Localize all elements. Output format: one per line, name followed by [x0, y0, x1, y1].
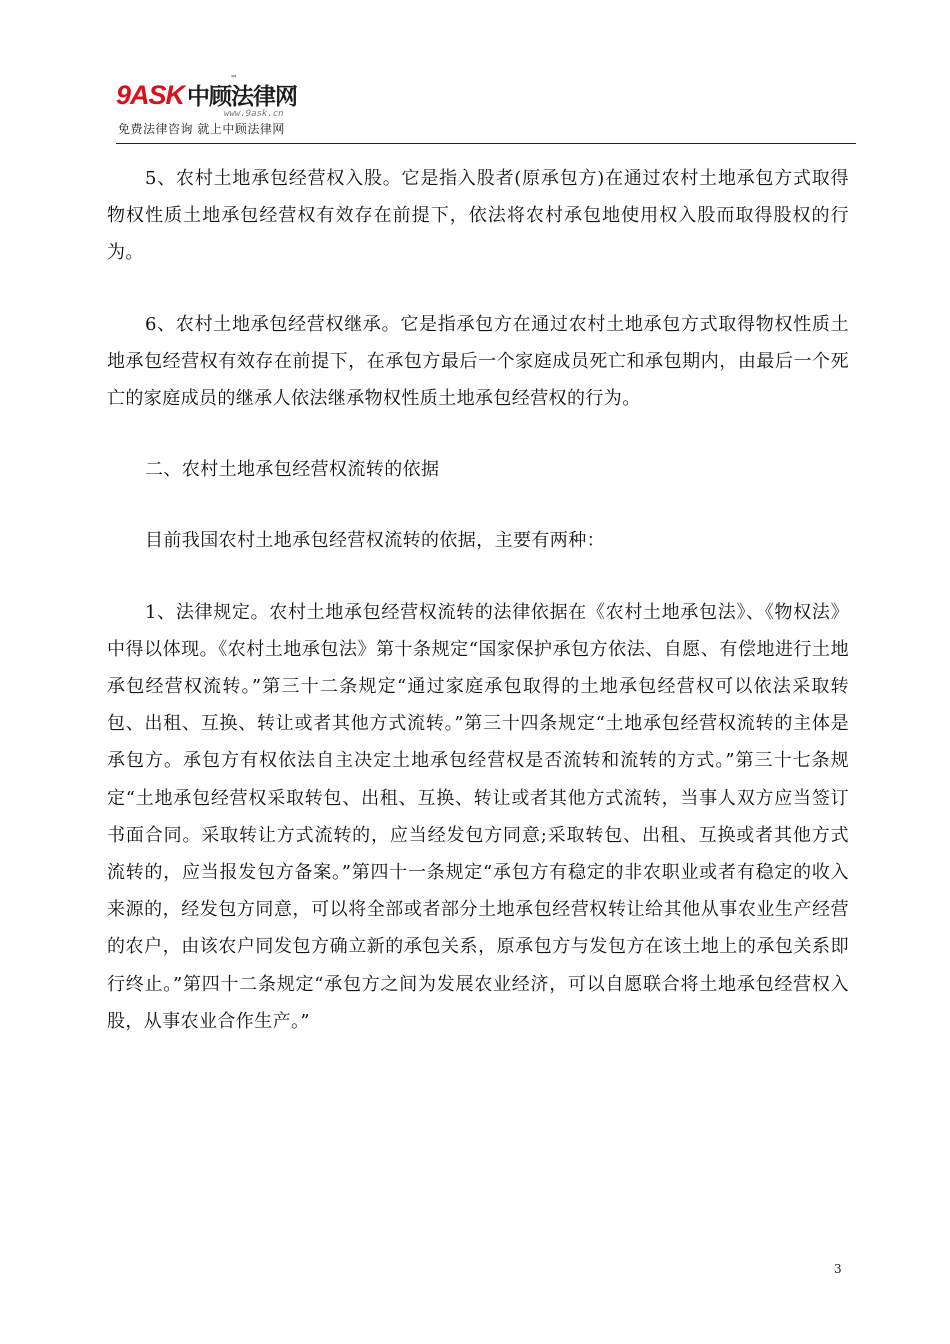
paragraph-legal-basis: 1、法律规定。农村土地承包经营权流转的法律依据在《农村土地承包法》、《物权法》中得以体现。《农村土地承包法》第十条规定“国家保护承包方依法、自愿、有偿地进行土地承包经营权流转。”第三十二条规定“通过家庭承包取得的土地承包经营权可以依法采取转包、出租、互换、转让或者其他方式流转。”第三十四条规定“土地承包经营权流转的主体是承包方。承包方有权依法自主决定土地承包经营权是否流转和流转的方式。”第三十七条规定“土地承包经营权采取转包、出租、互换、转让或者其他方式流转，当事人双方应当签订书面合同。采取转让方式流转的，应当经发包方同意;采取转包、出租、互换或者其他方式流转的，应当报发包方备案。”第四十一条规定“承包方有稳定的非农职业或者有稳定的收入来源的，经发包方同意，可以将全部或者部分土地承包经营权转让给其他从事农业生产经营的农户，由该农户同发包方确立新的承包关系，原承包方与发包方在该土地上的承包关系即行终止。”第四十二条规定“承包方之间为发展农业经济，可以自愿联合将土地承包经营权入股，从事农业合作生产。”: [107, 601, 849, 1032]
paragraph-item-5: 5、农村土地承包经营权入股。它是指入股者(原承包方)在通过农村土地承包方式取得物权性质土地承包经营权有效存在前提下，依法将农村承包地使用权入股而取得股权的行为。: [107, 168, 849, 264]
trademark-symbol: ™: [230, 74, 238, 83]
header-divider: [116, 143, 856, 144]
site-logo[interactable]: [116, 74, 316, 142]
page-header: [116, 72, 856, 144]
paragraph-item-6: 6、农村土地承包经营权继承。它是指承包方在通过农村土地承包方式取得物权性质土地承包经营权有效存在前提下，在承包方最后一个家庭成员死亡和承包期内，由最后一个死亡的家庭成员的继承人依法继承物权性质土地承包经营权的行为。: [107, 313, 849, 410]
document-body: [107, 160, 849, 1040]
paragraph-gap: [107, 417, 849, 451]
logo-cn-b: 法律网: [231, 83, 298, 109]
logo-url: www.9ask.cn: [224, 109, 284, 119]
paragraph-gap: [107, 488, 849, 522]
logo-wordmark: [116, 80, 297, 111]
paragraph-gap: [107, 272, 849, 306]
section-heading: 二、农村土地承包经营权流转的依据: [145, 459, 440, 481]
section-intro: 目前我国农村土地承包经营权流转的依据，主要有两种：: [145, 530, 605, 552]
logo-slogan: 免费法律咨询 就上中顾法律网: [118, 122, 285, 136]
page-number: 3: [834, 1262, 842, 1276]
logo-cn-a: 中顾: [187, 83, 232, 109]
paragraph-gap: [107, 560, 849, 594]
logo-brand: 9ASK: [116, 80, 185, 110]
